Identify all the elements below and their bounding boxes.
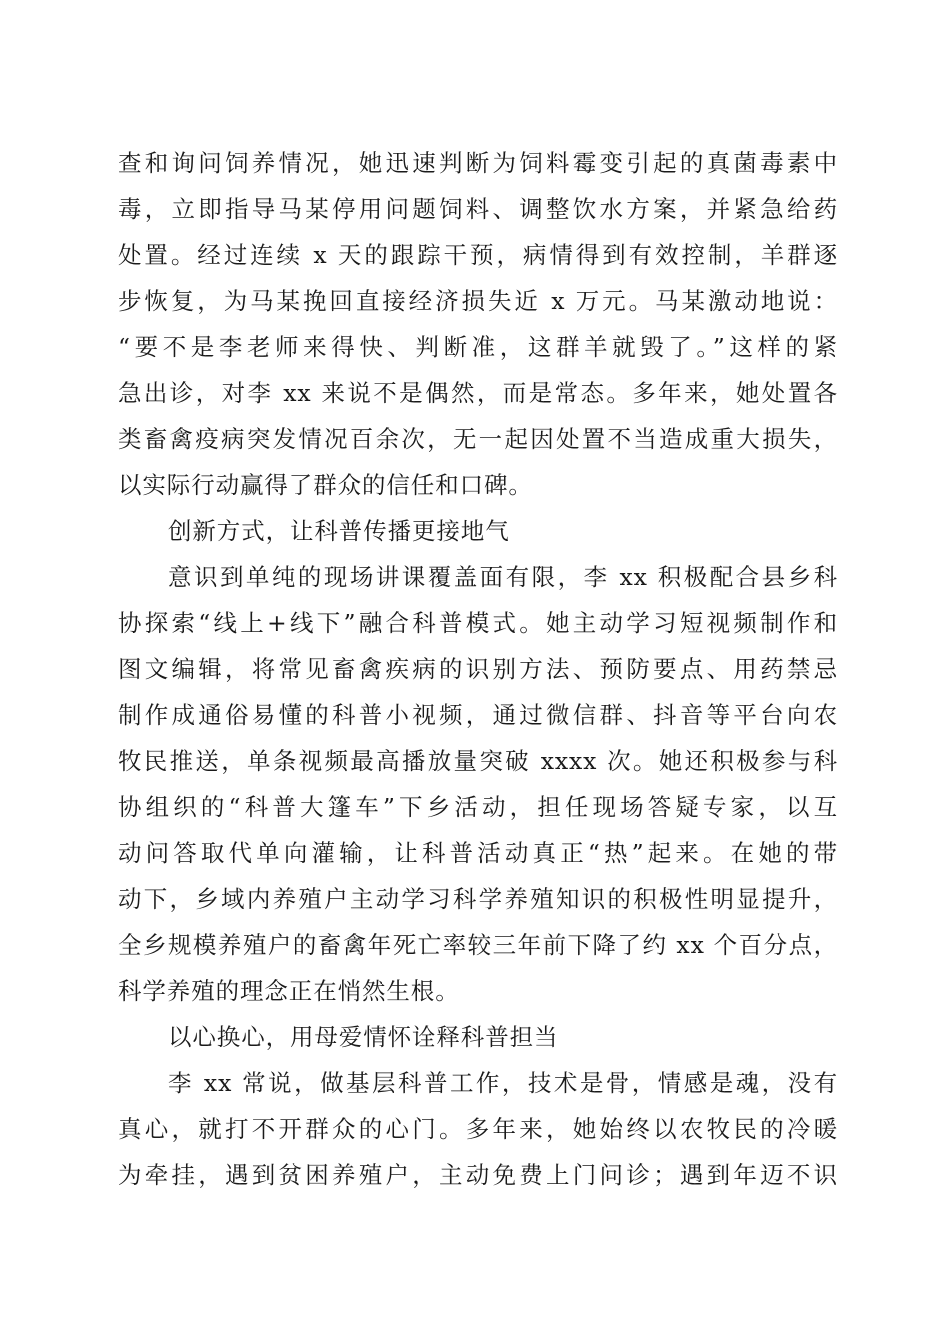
body-text-line: 以实际行动赢得了群众的信任和口碑。 [118,471,533,499]
body-text-line: 急出诊，对李 xx 来说不是偶然，而是常态。多年来，她处置各 [118,379,838,407]
section-heading: 创新方式，让科普传播更接地气 [168,517,510,545]
body-text-line: 全乡规模养殖户的畜禽年死亡率较三年前下降了约 xx 个百分点， [118,931,838,959]
body-text-line: 步恢复，为马某挽回直接经济损失近 x 万元。马某激动地说： [118,287,838,315]
body-text-line: 为牵挂，遇到贫困养殖户，主动免费上门问诊；遇到年迈不识 [118,1161,838,1189]
body-text-line: 毒，立即指导马某停用问题饲料、调整饮水方案，并紧急给药 [118,195,838,223]
body-text-line: 牧民推送，单条视频最高播放量突破 xxxx 次。她还积极参与科 [118,747,838,775]
body-text-line: 真心，就打不开群众的心门。多年来，她始终以农牧民的冷暖 [118,1115,838,1143]
body-text-line: 处置。经过连续 x 天的跟踪干预，病情得到有效控制，羊群逐 [118,241,838,269]
body-text-line: 意识到单纯的现场讲课覆盖面有限，李 xx 积极配合县乡科 [168,563,838,591]
body-text-line: 制作成通俗易懂的科普小视频，通过微信群、抖音等平台向农 [118,701,838,729]
body-text-line: 协组织的“科普大篷车”下乡活动，担任现场答疑专家，以互 [118,793,838,821]
body-text-line: 图文编辑，将常见畜禽疾病的识别方法、预防要点、用药禁忌 [118,655,838,683]
body-text-line: 动下，乡域内养殖户主动学习科学养殖知识的积极性明显提升， [118,885,838,913]
body-text-line: 查和询问饲养情况，她迅速判断为饲料霉变引起的真菌毒素中 [118,149,838,177]
body-text-line: 动问答取代单向灌输，让科普活动真正“热”起来。在她的带 [118,839,838,867]
body-text-line: 李 xx 常说，做基层科普工作，技术是骨，情感是魂，没有 [168,1069,838,1097]
section-heading: 以心换心，用母爱情怀诠释科普担当 [168,1023,559,1051]
body-text-line: 协探索“线上+线下”融合科普模式。她主动学习短视频制作和 [118,609,838,637]
body-text-line: 类畜禽疫病突发情况百余次，无一起因处置不当造成重大损失， [118,425,838,453]
body-text-line: 科学养殖的理念正在悄然生根。 [118,977,460,1005]
body-text-line: “要不是李老师来得快、判断准，这群羊就毁了。”这样的紧 [118,333,838,361]
